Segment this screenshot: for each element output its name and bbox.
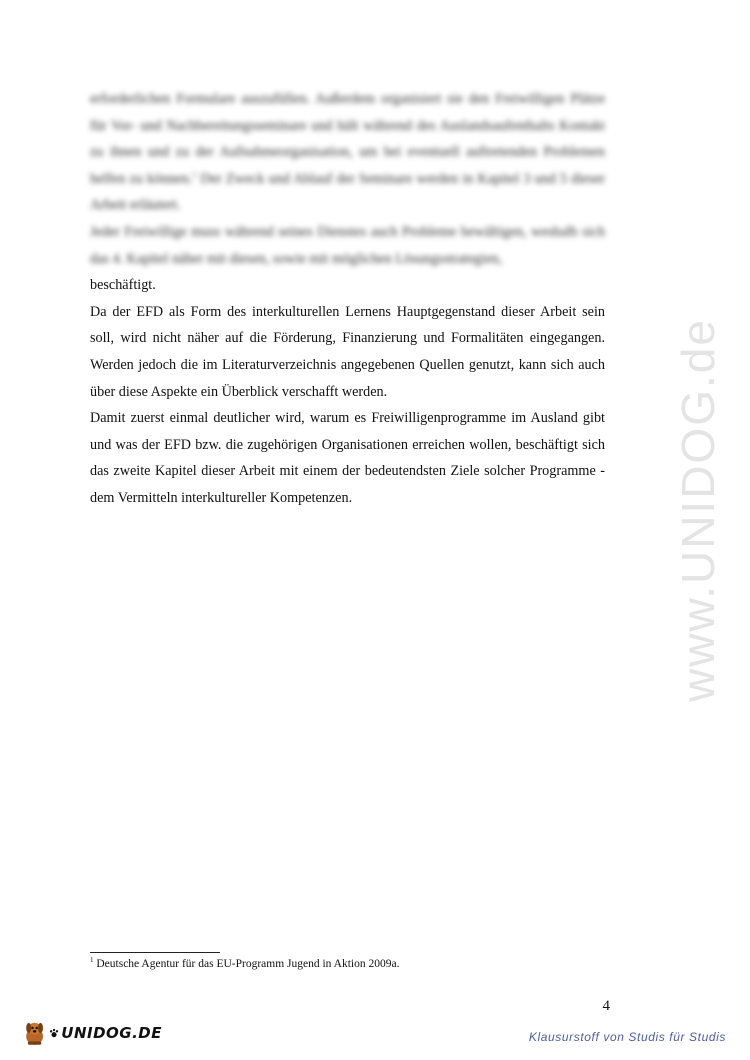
footnote-number: 1 bbox=[90, 956, 94, 965]
continuation-line: beschäftigt. bbox=[90, 277, 156, 294]
unidog-logo[interactable] bbox=[22, 1016, 162, 1050]
blurred-paragraph-1: erforderlichen Formulare auszufüllen. Außerdem organisiert sie den Freiwilligen Plätze für Vor- und Nachbereitungsseminare und hält während des Auslandsaufenthalts Kontakt zu ihnen und zu der Aufnahmeorganisation, um bei eventuell auftretenden Problemen helfen zu können.$^1$ Der Zweck und Ablauf der Seminare werden in Kapitel 3 und 5 dieser Arbeit erläutert. bbox=[90, 91, 606, 214]
body-text bbox=[90, 86, 605, 512]
footer-tagline: Klausurstoff von Studis für Studis bbox=[528, 1030, 726, 1044]
logo-text: UNIDOG.DE bbox=[61, 1024, 162, 1042]
footnote-divider bbox=[90, 952, 220, 953]
paragraph-chapter-two: Damit zuerst einmal deutlicher wird, warum es Freiwilligenprogramme im Ausland gibt und was der EFD bzw. die zugehörigen Organisationen erreichen wollen, beschäftigt sich das zweite Kapitel dieser Arbeit mit einem der bedeutendsten Ziele solcher Programme - dem Vermitteln interkultureller Kompetenzen. bbox=[90, 410, 605, 506]
footnote-reference: 1 bbox=[192, 170, 197, 180]
blurred-text-preview bbox=[90, 86, 605, 272]
paw-icon bbox=[49, 1027, 59, 1039]
page-number: 4 bbox=[602, 998, 610, 1014]
blurred-paragraph-2: Jeder Freiwillige muss während seines Dienstes auch Probleme bewältigen, weshalb sich das 4. Kapitel näher mit diesen, sowie mit möglichen Lösungsstrategien, bbox=[90, 223, 605, 267]
footnote-text: Deutsche Agentur für das EU-Programm Jugend in Aktion 2009a. bbox=[96, 958, 400, 970]
footnote bbox=[90, 957, 610, 972]
watermark: www.UNIDOG.de bbox=[672, 318, 725, 702]
dog-mascot-icon bbox=[22, 1017, 47, 1049]
paragraph-efd-scope: Da der EFD als Form des interkulturellen Lernens Hauptgegenstand dieser Arbeit sein soll, wird nicht näher auf die Förderung, Finanzierung und Formalitäten eingegangen. Werden jedoch die im Literaturverzeichnis angegebenen Quellen genutzt, kann sich auch über diese Aspekte ein Überblick verschafft werden. bbox=[90, 303, 605, 400]
visible-text bbox=[90, 272, 605, 511]
